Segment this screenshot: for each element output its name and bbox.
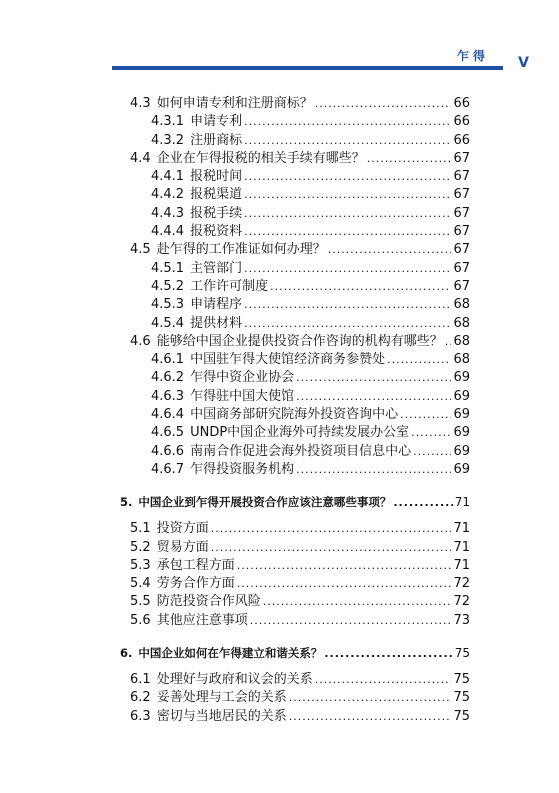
toc-entry-title: 如何申请专利和注册商标？: [156, 96, 313, 111]
toc-entry-5[interactable]: [120, 492, 470, 512]
toc-entry-page: 67: [453, 242, 470, 258]
toc-entry-number: 4.4: [130, 150, 151, 166]
toc-entry-number: 4.6: [130, 333, 151, 349]
toc-entry-number: 4.5: [130, 242, 151, 258]
toc-entry-title: 申请程序: [190, 297, 243, 313]
toc-entry-4-6-7[interactable]: [120, 461, 470, 479]
toc-entry-title: 赴乍得的工作准证如何办理？: [156, 242, 326, 258]
toc-entry-4-6-2[interactable]: [120, 369, 470, 387]
toc-entry-6-3[interactable]: [120, 708, 470, 726]
toc-entry-page: 68: [453, 297, 470, 313]
toc-entry-title: 能够给中国企业提供投资合作咨询的机构有哪些？: [156, 333, 443, 349]
toc-entry-page: 66: [453, 96, 470, 111]
toc-entry-number: 4.4.4: [151, 224, 185, 240]
toc-entry-page: 72: [453, 594, 470, 610]
toc-entry-number: 4.6.7: [151, 461, 185, 477]
toc-entry-4-4-4[interactable]: [120, 223, 470, 241]
dot-leader: [324, 644, 452, 664]
toc-entry-4-6-3[interactable]: [120, 388, 470, 406]
toc-entry-title: 妥善处理与工会的关系: [156, 690, 287, 706]
toc-entry-number: 5.2: [130, 539, 151, 555]
toc-entry-number: 4.6.2: [151, 370, 185, 386]
toc-entry-5-1[interactable]: [120, 520, 470, 538]
dot-leader: [263, 593, 452, 611]
toc-entry-number: 4.4.2: [151, 187, 185, 203]
toc-entry-4-6-5[interactable]: [120, 424, 470, 442]
toc-entry-page: 71: [454, 495, 470, 510]
toc-entry-4-4-1[interactable]: [120, 168, 470, 186]
toc-entry-number: 4.5.4: [151, 315, 185, 331]
toc-entry-page: 67: [453, 205, 470, 221]
dot-leader: [296, 461, 451, 479]
toc-entry-number: 5.5: [130, 594, 151, 610]
toc-entry-number: 4.6.4: [151, 407, 185, 423]
toc-entry-page: 68: [453, 333, 470, 349]
toc-entry-4-5-1[interactable]: [120, 260, 470, 278]
toc-entry-4-4-3[interactable]: [120, 205, 470, 223]
toc-entry-6[interactable]: [120, 643, 470, 663]
toc-entry-page: 67: [453, 278, 470, 294]
toc-entry-number: 5.: [120, 495, 133, 510]
dot-leader: [296, 369, 451, 387]
dot-leader: [315, 95, 452, 113]
toc-entry-title: 注册商标: [190, 132, 243, 148]
toc-entry-page: 69: [453, 443, 470, 459]
page-number: V: [518, 55, 529, 71]
toc-entry-page: 68: [453, 352, 470, 368]
toc-entry-title: 中国商务部研究院海外投资咨询中心: [190, 407, 399, 423]
toc-entry-title: 提供材料: [190, 315, 243, 331]
dot-leader: [411, 424, 451, 442]
dot-leader: [244, 296, 451, 314]
dot-leader: [211, 520, 452, 538]
dot-leader: [400, 406, 451, 424]
toc-entry-page: 68: [453, 315, 470, 331]
toc-entry-number: 6.2: [130, 690, 151, 706]
toc-entry-title: 处理好与政府和议会的关系: [156, 672, 313, 688]
toc-entry-title: 乍得中资企业协会: [190, 370, 295, 386]
dot-leader: [413, 443, 451, 461]
toc-entry-page: 67: [453, 169, 470, 185]
toc-entry-page: 67: [453, 150, 470, 166]
toc-entry-5-4[interactable]: [120, 575, 470, 593]
toc-entry-title: 其他应注意事项: [156, 612, 248, 628]
toc-entry-number: 4.3.1: [151, 114, 185, 130]
toc-entry-number: 4.5.3: [151, 297, 185, 313]
dot-leader: [244, 260, 451, 278]
toc-entry-4-6-1[interactable]: [120, 351, 470, 369]
toc-entry-6-1[interactable]: [120, 671, 470, 689]
toc-entry-number: 6.1: [130, 672, 151, 688]
toc-entry-5-5[interactable]: [120, 593, 470, 611]
toc-entry-title: 企业在乍得报税的相关手续有哪些？: [156, 150, 365, 166]
dot-leader: [296, 388, 451, 406]
toc-entry-number: 6.3: [130, 708, 151, 724]
toc-entry-4-4-2[interactable]: [120, 186, 470, 204]
toc-entry-6-2[interactable]: [120, 689, 470, 707]
dot-leader: [244, 113, 451, 131]
toc-entry-page: 67: [453, 260, 470, 276]
toc-entry-number: 5.1: [130, 521, 151, 537]
toc-entry-title: 报税时间: [190, 169, 243, 185]
dot-leader: [244, 186, 451, 204]
toc-entry-title: 贸易方面: [156, 539, 209, 555]
toc-entry-4-6-6[interactable]: [120, 443, 470, 461]
toc-entry-4-5-3[interactable]: [120, 296, 470, 314]
dot-leader: [387, 351, 451, 369]
dot-leader: [445, 333, 452, 351]
toc-entry-5-2[interactable]: [120, 539, 470, 557]
toc-entry-page: 71: [453, 557, 470, 573]
toc-entry-number: 4.4.3: [151, 205, 185, 221]
toc-entry-4-3-2[interactable]: [120, 132, 470, 150]
toc-entry-page: 75: [453, 708, 470, 724]
toc-entry-page: 69: [453, 425, 470, 441]
toc-entry-title: 工作许可制度: [190, 278, 269, 294]
toc-entry-page: 69: [453, 407, 470, 423]
toc-entry-page: 66: [453, 132, 470, 148]
header-rule: [112, 66, 503, 70]
toc-entry-4-3-1[interactable]: [120, 113, 470, 131]
dot-leader: [211, 539, 452, 557]
toc-entry-page: 69: [453, 461, 470, 477]
dot-leader: [367, 150, 452, 168]
dot-leader: [244, 132, 451, 150]
toc-entry-page: 71: [453, 521, 470, 537]
toc-entry-number: 4.5.1: [151, 260, 185, 276]
dot-leader: [289, 689, 452, 707]
toc-entry-title: 申请专利: [190, 114, 243, 130]
toc-entry-title: 乍得驻中国大使馆: [190, 388, 295, 404]
toc-entry-title: 报税资料: [190, 224, 243, 240]
toc-entry-5-6[interactable]: [120, 612, 470, 630]
running-header-title: 乍得: [456, 49, 489, 63]
toc-entry-page: 69: [453, 370, 470, 386]
toc-entry-4-6-4[interactable]: [120, 406, 470, 424]
table-of-contents: [120, 95, 470, 726]
toc-entry-number: 6.: [120, 646, 133, 661]
toc-entry-title: 中国企业如何在乍得建立和谐关系？: [138, 646, 323, 661]
toc-entry-number: 4.3: [130, 96, 151, 111]
toc-entry-page: 69: [453, 388, 470, 404]
toc-entry-5-3[interactable]: [120, 557, 470, 575]
toc-entry-page: 73: [453, 612, 470, 628]
toc-entry-page: 71: [453, 539, 470, 555]
dot-leader: [289, 708, 452, 726]
toc-entry-title: 投资方面: [156, 521, 209, 537]
toc-entry-number: 4.6.5: [151, 425, 185, 441]
toc-entry-number: 5.4: [130, 576, 151, 592]
toc-entry-title: 劳务合作方面: [156, 576, 235, 592]
dot-leader: [250, 612, 452, 630]
dot-leader: [270, 278, 451, 296]
toc-entry-4-5-4[interactable]: [120, 315, 470, 333]
toc-entry-number: 4.6.6: [151, 443, 185, 459]
toc-entry-page: 66: [453, 114, 470, 130]
dot-leader: [244, 205, 451, 223]
toc-entry-4-3[interactable]: [120, 95, 470, 113]
dot-leader: [315, 671, 452, 689]
toc-entry-page: 67: [453, 224, 470, 240]
toc-entry-4-5-2[interactable]: [120, 278, 470, 296]
toc-entry-number: 4.3.2: [151, 132, 185, 148]
toc-entry-page: 67: [453, 187, 470, 203]
toc-entry-title: 报税渠道: [190, 187, 243, 203]
toc-entry-number: 4.4.1: [151, 169, 185, 185]
dot-leader: [237, 557, 452, 575]
toc-entry-4-6[interactable]: [120, 333, 470, 351]
toc-entry-number: 4.6.3: [151, 388, 185, 404]
toc-entry-title: UNDP中国企业海外可持续发展办公室: [190, 425, 410, 441]
dot-leader: [237, 575, 452, 593]
toc-entry-number: 4.6.1: [151, 352, 185, 368]
dot-leader: [393, 493, 452, 513]
toc-entry-number: 5.6: [130, 612, 151, 628]
toc-entry-number: 4.5.2: [151, 278, 185, 294]
toc-entry-title: 承包工程方面: [156, 557, 235, 573]
dot-leader: [244, 315, 451, 333]
toc-entry-title: 报税手续: [190, 205, 243, 221]
toc-entry-page: 75: [454, 646, 470, 661]
toc-entry-4-4[interactable]: [120, 150, 470, 168]
toc-entry-title: 中国驻乍得大使馆经济商务参赞处: [190, 352, 386, 368]
toc-entry-page: 72: [453, 576, 470, 592]
toc-entry-page: 75: [453, 690, 470, 706]
toc-entry-title: 防范投资合作风险: [156, 594, 261, 610]
toc-entry-number: 5.3: [130, 557, 151, 573]
toc-entry-title: 密切与当地居民的关系: [156, 708, 287, 724]
toc-entry-title: 南南合作促进会海外投资项目信息中心: [190, 443, 412, 459]
dot-leader: [244, 168, 451, 186]
toc-entry-title: 主管部门: [190, 260, 243, 276]
toc-entry-4-5[interactable]: [120, 241, 470, 259]
dot-leader: [244, 223, 451, 241]
toc-entry-title: 乍得投资服务机构: [190, 461, 295, 477]
toc-entry-page: 75: [453, 672, 470, 688]
toc-entry-title: 中国企业到乍得开展投资合作应该注意哪些事项？: [138, 495, 392, 510]
dot-leader: [328, 241, 452, 259]
